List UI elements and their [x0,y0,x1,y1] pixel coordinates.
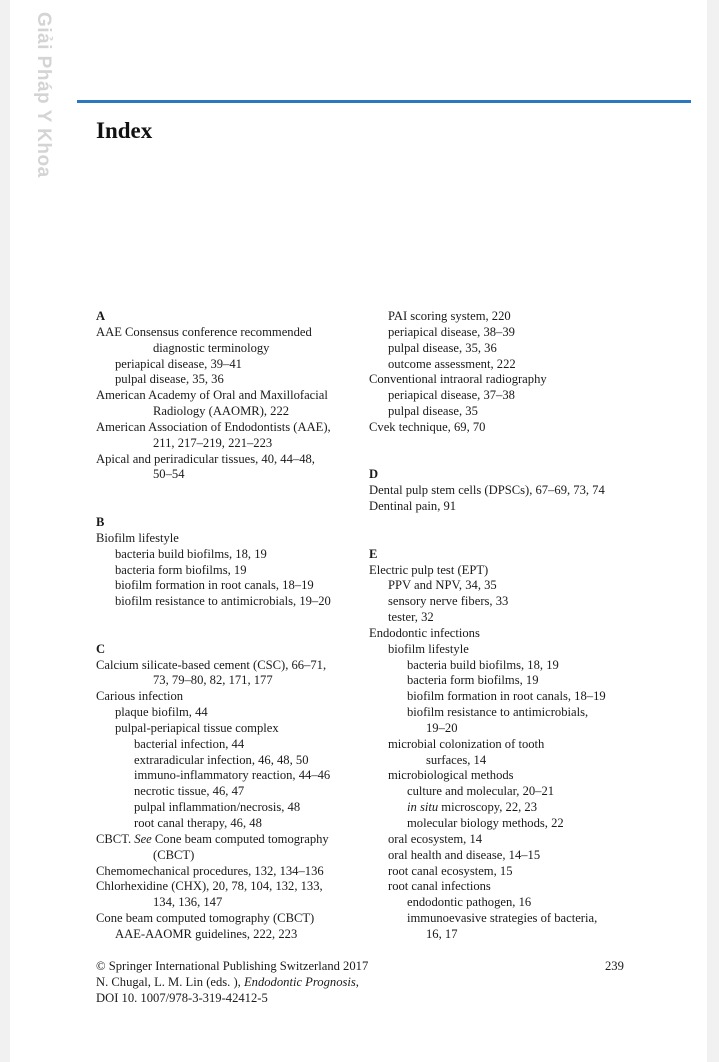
editors: N. Chugal, L. M. Lin (eds. ), [96,974,244,989]
citation-line [96,975,626,991]
index-entry: Dentinal pain, 91 [369,499,457,514]
index-subsubentry: bacteria build biofilms, 18, 19 [407,657,559,672]
index-subentry: root canal infections [388,879,491,894]
index-entry: Carious infection [96,689,184,704]
index-entry-wrap: diagnostic terminology [153,340,270,355]
index-subentry: sensory nerve fibers, 33 [388,594,509,609]
index-column-right [369,309,669,943]
index-subentry: pulpal disease, 35 [388,404,478,419]
index-subsubentry: molecular biology methods, 22 [407,816,564,830]
index-subentry: bacteria build biofilms, 18, 19 [115,546,267,561]
page-number: 239 [605,959,624,973]
index-entry: Endodontic infections [369,625,480,640]
index-subsubentry: bacterial infection, 44 [134,736,245,751]
index-subsubentry: endodontic pathogen, 16 [407,895,532,910]
index-subsubentry: bacteria form biofilms, 19 [407,673,539,688]
watermark-text: Giải Pháp Y Khoa [33,12,54,178]
index-subentry: oral health and disease, 14–15 [388,847,541,862]
index-entry-wrap: 211, 217–219, 221–223 [153,435,273,450]
index-subentry: periapical disease, 37–38 [388,388,515,403]
index-subsubentry: biofilm formation in root canals, 18–19 [407,689,606,704]
index-subentry: outcome assessment, 222 [388,356,516,371]
index-entry-wrap: 134, 136, 147 [153,895,223,910]
index-subsubentry: extraradicular infection, 46, 48, 50 [134,752,309,767]
index-subentry: pulpal disease, 35, 36 [115,372,224,387]
index-entry: Dental pulp stem cells (DPSCs), 67–69, 73, 74 [369,483,605,498]
section-gap [369,436,669,468]
index-entry: Cvek technique, 69, 70 [369,419,486,434]
index-subentry: biofilm resistance to antimicrobials, 19–20 [115,594,331,609]
index-entry-wrap: 16, 17 [426,926,458,941]
index-subentry: PAI scoring system, 220 [388,309,511,323]
cross-reference-target: Cone beam computed tomography [151,831,329,846]
header-rule [77,100,691,103]
index-entry: Biofilm lifestyle [96,530,179,545]
index-subentry: microbiological methods [388,768,514,783]
index-subentry: AAE-AAOMR guidelines, 222, 223 [115,926,298,941]
index-subsubentry: biofilm resistance to antimicrobials, [407,705,589,720]
watermark-logo [32,12,54,178]
section-letter-c: C [96,641,106,656]
index-subentry: periapical disease, 39–41 [115,356,242,371]
section-letter-b: B [96,514,105,529]
index-subentry: pulpal disease, 35, 36 [388,340,497,355]
index-entry: American Association of Endodontists (AAE), [96,419,331,434]
index-entry-wrap: 50–54 [153,467,185,482]
index-entry: Cone beam computed tomography (CBCT) [96,911,315,926]
index-subentry: microbial colonization of tooth [388,736,545,751]
book-title: Endodontic Prognosis [243,974,356,989]
cross-reference-term: CBCT. [96,831,135,846]
index-entry: Electric pulp test (EPT) [369,562,489,577]
index-entry-wrap: Radiology (AAOMR), 222 [153,404,290,419]
index-entry: Chemomechanical procedures, 132, 134–136 [96,863,324,878]
copyright-line: © Springer International Publishing Switzerland 2017 [96,959,369,973]
index-entry-cross-reference [96,832,358,848]
index-subsubentry [369,800,669,816]
index-subsubentry: culture and molecular, 20–21 [407,784,555,799]
index-subentry: PPV and NPV, 34, 35 [388,578,497,593]
index-subentry: bacteria form biofilms, 19 [115,562,247,577]
index-entry-wrap: surfaces, 14 [426,752,487,767]
index-entry: Apical and periradicular tissues, 40, 44–48, [96,451,315,466]
index-subentry: biofilm formation in root canals, 18–19 [115,578,314,593]
index-subentry: biofilm lifestyle [388,641,469,656]
index-entry: Calcium silicate-based cement (CSC), 66–71, [96,657,327,672]
index-subsubentry: necrotic tissue, 46, 47 [134,784,245,799]
index-subsubentry: root canal therapy, 46, 48 [134,816,262,830]
italic-term: in situ [407,800,439,815]
section-letter-d: D [369,467,379,482]
index-entry: AAE Consensus conference recommended [96,324,312,339]
page-title: Index [96,118,153,143]
index-column-left [96,309,358,943]
punctuation: , [355,974,359,989]
entry-text: microscopy, 22, 23 [438,800,538,815]
section-gap [96,610,358,642]
index-subsubentry: immuno-inflammatory reaction, 44–46 [134,768,331,783]
section-letter-e: E [369,546,378,561]
copyright-footer [96,959,626,1007]
section-letter-a: A [96,309,106,323]
index-entry-wrap: (CBCT) [153,847,195,862]
index-subentry: pulpal-periapical tissue complex [115,720,279,735]
index-subentry: tester, 32 [388,610,434,625]
index-subsubentry: immunoevasive strategies of bacteria, [407,911,598,926]
index-subentry: periapical disease, 38–39 [388,324,515,339]
index-subentry: plaque biofilm, 44 [115,705,208,720]
index-entry-wrap: 19–20 [426,720,458,735]
section-gap [369,515,669,547]
index-entry: American Academy of Oral and Maxillofacial [96,388,328,403]
index-entry-wrap: 73, 79–80, 82, 171, 177 [153,673,273,688]
index-subentry: root canal ecosystem, 15 [388,863,513,878]
index-entry: Conventional intraoral radiography [369,372,547,387]
see-label: See [134,831,152,846]
doi-line: DOI 10. 1007/978-3-319-42412-5 [96,990,268,1005]
section-gap [96,483,358,515]
index-entry: Chlorhexidine (CHX), 20, 78, 104, 132, 133, [96,879,323,894]
index-subentry: oral ecosystem, 14 [388,831,483,846]
index-subsubentry: pulpal inflammation/necrosis, 48 [134,800,301,815]
